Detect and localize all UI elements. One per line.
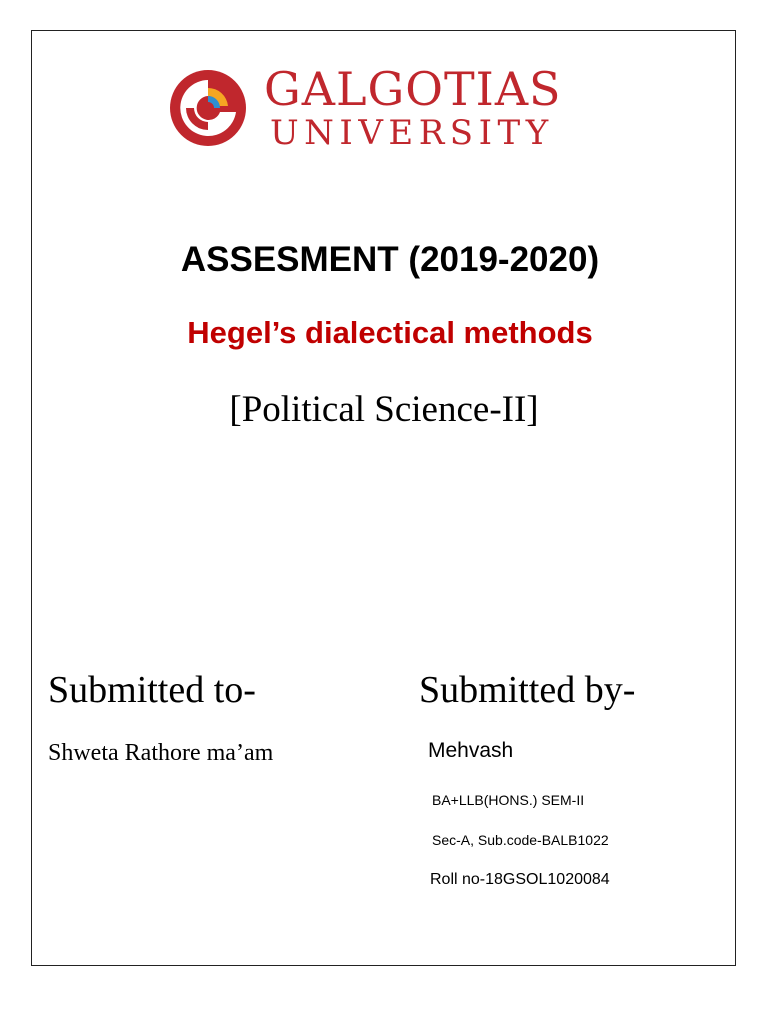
logo-name-line1: GALGOTIAS — [264, 62, 562, 116]
logo-wordmark — [264, 62, 562, 153]
student-section: Sec-A, Sub.code-BALB1022 — [432, 832, 609, 848]
student-course: BA+LLB(HONS.) SEM-II — [432, 792, 585, 808]
topic-title: Hegel’s dialectical methods — [187, 315, 593, 350]
submitted-to-label: Submitted to- — [48, 669, 256, 711]
subject-title: [Political Science-II] — [229, 389, 539, 430]
university-logo — [168, 62, 600, 153]
student-name: Mehvash — [428, 739, 514, 762]
page-border — [31, 30, 736, 966]
assessment-title: ASSESMENT (2019-2020) — [180, 240, 600, 279]
galgotias-swirl-logo-icon — [168, 68, 248, 148]
student-roll-number: Roll no-18GSOL1020084 — [430, 871, 610, 888]
logo-name-line2: UNIVERSITY — [270, 113, 554, 153]
submitted-by-label: Submitted by- — [419, 669, 636, 711]
teacher-name: Shweta Rathore ma’am — [48, 740, 274, 766]
